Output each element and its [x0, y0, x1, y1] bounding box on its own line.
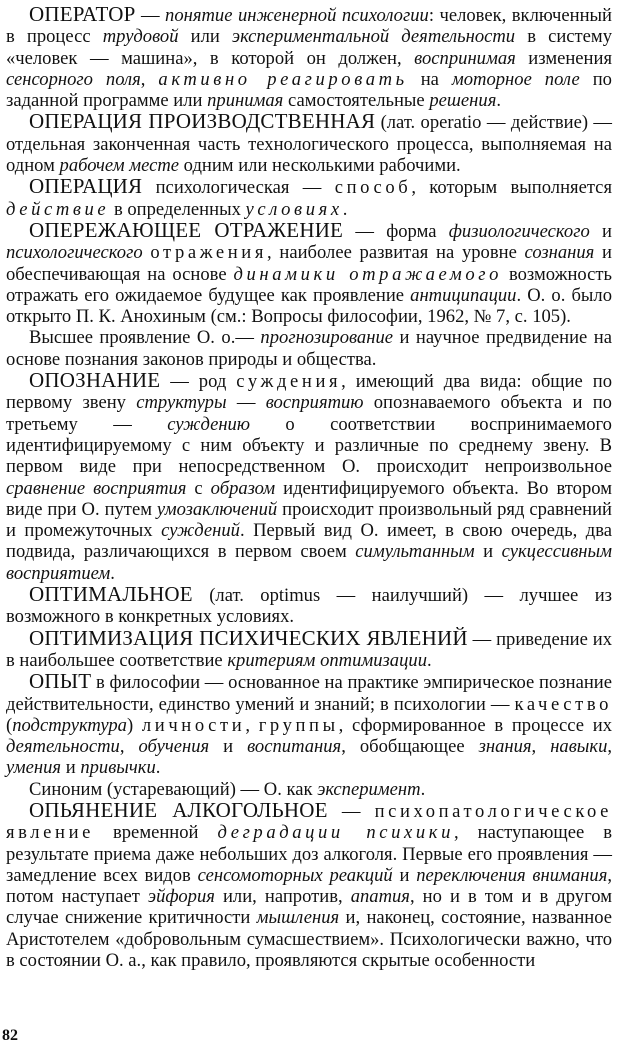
text-run: происходит произвольный ряд сравнений и промежуточных [6, 498, 612, 542]
entry-opyt-2 [6, 779, 612, 800]
headword: ОПЕРАЦИЯ ПРОИЗВОДСТВЕННАЯ [29, 109, 376, 134]
italic-term: психологического [6, 242, 143, 264]
spaced-term: психопатологическое явление [6, 800, 613, 844]
text-run: ) [126, 714, 142, 736]
text-run: , имеющий два вида: общие по первому звену [6, 371, 613, 414]
text-run: . [342, 198, 348, 220]
headword: ОПТИМИЗАЦИЯ ПСИХИЧЕСКИХ ЯВЛЕНИЙ [29, 625, 468, 650]
text-run: и [61, 757, 81, 779]
spaced-italic-term: условиях [245, 198, 343, 220]
text-run: — приведение их в наибольшее соответствие [6, 628, 613, 671]
text-run: самостоятельные [283, 90, 430, 112]
text-run: (лат. operatio — действие) — отдельная законченная часть технологического процесса, выполняемая на одном [6, 112, 612, 177]
italic-term: образом [210, 477, 276, 499]
entry-operezhayushchee-otrazhenie-2 [6, 327, 612, 370]
text-run: и обеспечивающая на основе [6, 242, 612, 285]
entry-optimalnoe [6, 584, 612, 628]
spaced-term: качество [514, 693, 612, 715]
italic-term: антиципации [410, 284, 517, 306]
italic-term: суждений [161, 520, 240, 542]
italic-term: симультанным [355, 541, 475, 563]
italic-term: апатия [350, 886, 410, 908]
text-run: — [226, 392, 266, 414]
text-run: психологическая — [142, 177, 335, 199]
italic-term: сравнение восприятия [6, 477, 187, 499]
text-run: . [110, 562, 115, 584]
text-run: (лат. optimus — наилучший) — лучшее из возможного в конкретных условиях. [6, 585, 612, 628]
text-run: , которым выполняется [411, 177, 612, 199]
italic-term: прогнозирование [260, 327, 394, 349]
text-run: , [607, 736, 613, 758]
text-run: . О. о. было открыто П. К. Анохиным (см.: Вопросы философии, 1962, № 7, с. 105). [6, 284, 612, 328]
italic-term: сукцессивным восприятием [6, 541, 612, 584]
italic-term: экспериментальной деятельности [231, 26, 516, 48]
italic-term: сознания [524, 242, 595, 264]
spaced-term: группы [258, 714, 339, 736]
text-run: и [474, 541, 502, 563]
text-run: , наиболее развитая на уровне [267, 242, 525, 264]
entry-operatsiya-psikhologicheskaya [6, 176, 612, 220]
spaced-term: отражения [150, 242, 268, 264]
text-run: : человек, включенный в процесс [6, 5, 612, 48]
text-run: о соответствии воспринимаемого идентифицируемому с ним объекту и различные по среднему звену. В первом виде при непосредственном О. происходит непроизвольное [6, 413, 612, 478]
text-run: , [140, 68, 159, 90]
italic-term: подструктура [12, 714, 127, 736]
headword: ОПОЗНАНИЕ [29, 368, 161, 393]
italic-term: деятельности [6, 736, 120, 758]
spaced-italic-term: действие [6, 198, 110, 220]
entry-optimizatsiya [6, 625, 613, 672]
text-run: по заданной программе или [6, 68, 612, 112]
text-run: , наступающее в результате приема даже небольших доз алкоголя. Первые его проявления — замедление всех видов [6, 822, 612, 886]
italic-term: восприятию [265, 392, 364, 414]
spaced-term: суждения [236, 371, 342, 393]
italic-term: обучения [138, 736, 210, 758]
italic-term: моторное поле [451, 68, 580, 90]
text-run: . Первый вид О. имеет, в свою очередь, два подвида, различающихся в первом своем [6, 520, 612, 563]
text-run: ( [6, 714, 13, 736]
text-run: — род [160, 371, 237, 393]
italic-term: рабочем месте [59, 155, 180, 177]
spaced-term: личности [141, 714, 246, 736]
text-run: . [420, 778, 426, 800]
text-run: изменения [515, 47, 613, 69]
italic-term: переключения внимания [416, 864, 608, 886]
text-run: одним или несколькими рабочими. [179, 155, 461, 177]
text-run: Синоним (устаревающий) — О. как [29, 778, 318, 800]
entry-list [6, 4, 612, 971]
text-run: и, наконец, состояние, названное Аристотелем «добровольным сумасшествием». Психологически важно, что в состоянии О. а., как правило, проявляются скрытые особенности [6, 907, 612, 972]
text-run: , но и в том и в другом случае снижение критичности [6, 886, 612, 929]
text-run: временной [93, 822, 218, 844]
text-run: , сформированное в процессе их [338, 714, 613, 736]
text-run: идентифицируемого объекта. Во втором виде при О. путем [6, 477, 612, 520]
entry-opyt [6, 671, 612, 778]
italic-term: мышления [256, 907, 340, 929]
entry-opoznanie [6, 370, 612, 584]
text-run: и [392, 864, 417, 886]
entry-opyanenie [6, 797, 613, 972]
italic-term: принимая [207, 90, 284, 112]
text-run: или [178, 26, 232, 48]
italic-term: воспитания [247, 736, 342, 758]
italic-term: структуры [136, 392, 227, 414]
text-run: в определенных [109, 198, 246, 220]
italic-term: сенсомоторных реакций [197, 864, 393, 886]
text-run: в систему «человек — машина», в которой он должен, [6, 26, 612, 69]
italic-term: знания [478, 736, 532, 758]
italic-term: умозаключений [156, 498, 278, 520]
text-run: — [327, 800, 375, 822]
text-run: — [135, 5, 166, 26]
italic-term: умения [6, 757, 62, 779]
text-run: . [427, 649, 432, 671]
italic-term: решения [429, 90, 497, 112]
text-run: опознаваемого объекта и по третьему — [6, 392, 612, 435]
entry-operatsiya-proizvodstvennaya [6, 111, 612, 176]
text-run: и научное предвидение на основе познания законов природы и общества. [6, 327, 612, 370]
spaced-italic-term: активно реагировать [158, 68, 408, 90]
headword: ОПЕРАТОР [29, 2, 136, 26]
italic-term: трудовой [102, 26, 179, 48]
entry-operator [6, 4, 612, 111]
text-run: . [496, 90, 502, 112]
text-run: , потом наступает [6, 864, 612, 908]
italic-term: критериям оптимизации [227, 649, 427, 671]
page-number: 82 [2, 1027, 18, 1044]
text-run: , [531, 736, 551, 758]
spaced-term: способ [334, 177, 412, 199]
italic-term: воспринимая [414, 47, 516, 69]
text-run: и [209, 736, 248, 758]
text-run: , [119, 736, 139, 758]
text-run: или, напротив, [214, 886, 351, 908]
headword: ОПЕРАЦИЯ [29, 174, 143, 199]
text-run: , обобщающее [341, 736, 479, 758]
text-run: и [589, 220, 612, 242]
headword: ОПЫТ [29, 669, 92, 694]
spaced-italic-term: динамики отражаемого [233, 263, 503, 285]
text-run: — форма [343, 220, 449, 242]
headword: ОПТИМАЛЬНОЕ [29, 582, 193, 607]
text-run: Высшее проявление О. о.— [29, 327, 261, 349]
italic-term: навыки [550, 736, 608, 758]
italic-term: понятие инженерной психологии [165, 5, 429, 26]
headword: ОПЬЯНЕНИЕ АЛКОГОЛЬНОЕ [29, 797, 328, 822]
text-run: возможность отражать его ожидаемое будущее как проявление [6, 263, 613, 306]
text-run: . [155, 757, 161, 779]
entry-operezhayushchee-otrazhenie [6, 217, 613, 328]
headword: ОПЕРЕЖАЮЩЕЕ ОТРАЖЕНИЕ [29, 217, 344, 242]
italic-term: эксперимент [317, 778, 421, 800]
spaced-italic-term: деградации психики [217, 822, 455, 844]
text-run: , [245, 714, 259, 736]
text-run: с [186, 477, 211, 499]
italic-term: эйфория [147, 886, 215, 908]
italic-term: сенсорного поля [6, 68, 141, 90]
italic-term: суждению [167, 413, 250, 435]
italic-term: привычки [80, 757, 156, 779]
italic-term: физиологического [448, 220, 590, 242]
text-run: на [407, 68, 452, 90]
text-run: в философии — основанное на практике эмпирическое познание действительности, единство умений и знаний; в психологии — [6, 672, 612, 715]
